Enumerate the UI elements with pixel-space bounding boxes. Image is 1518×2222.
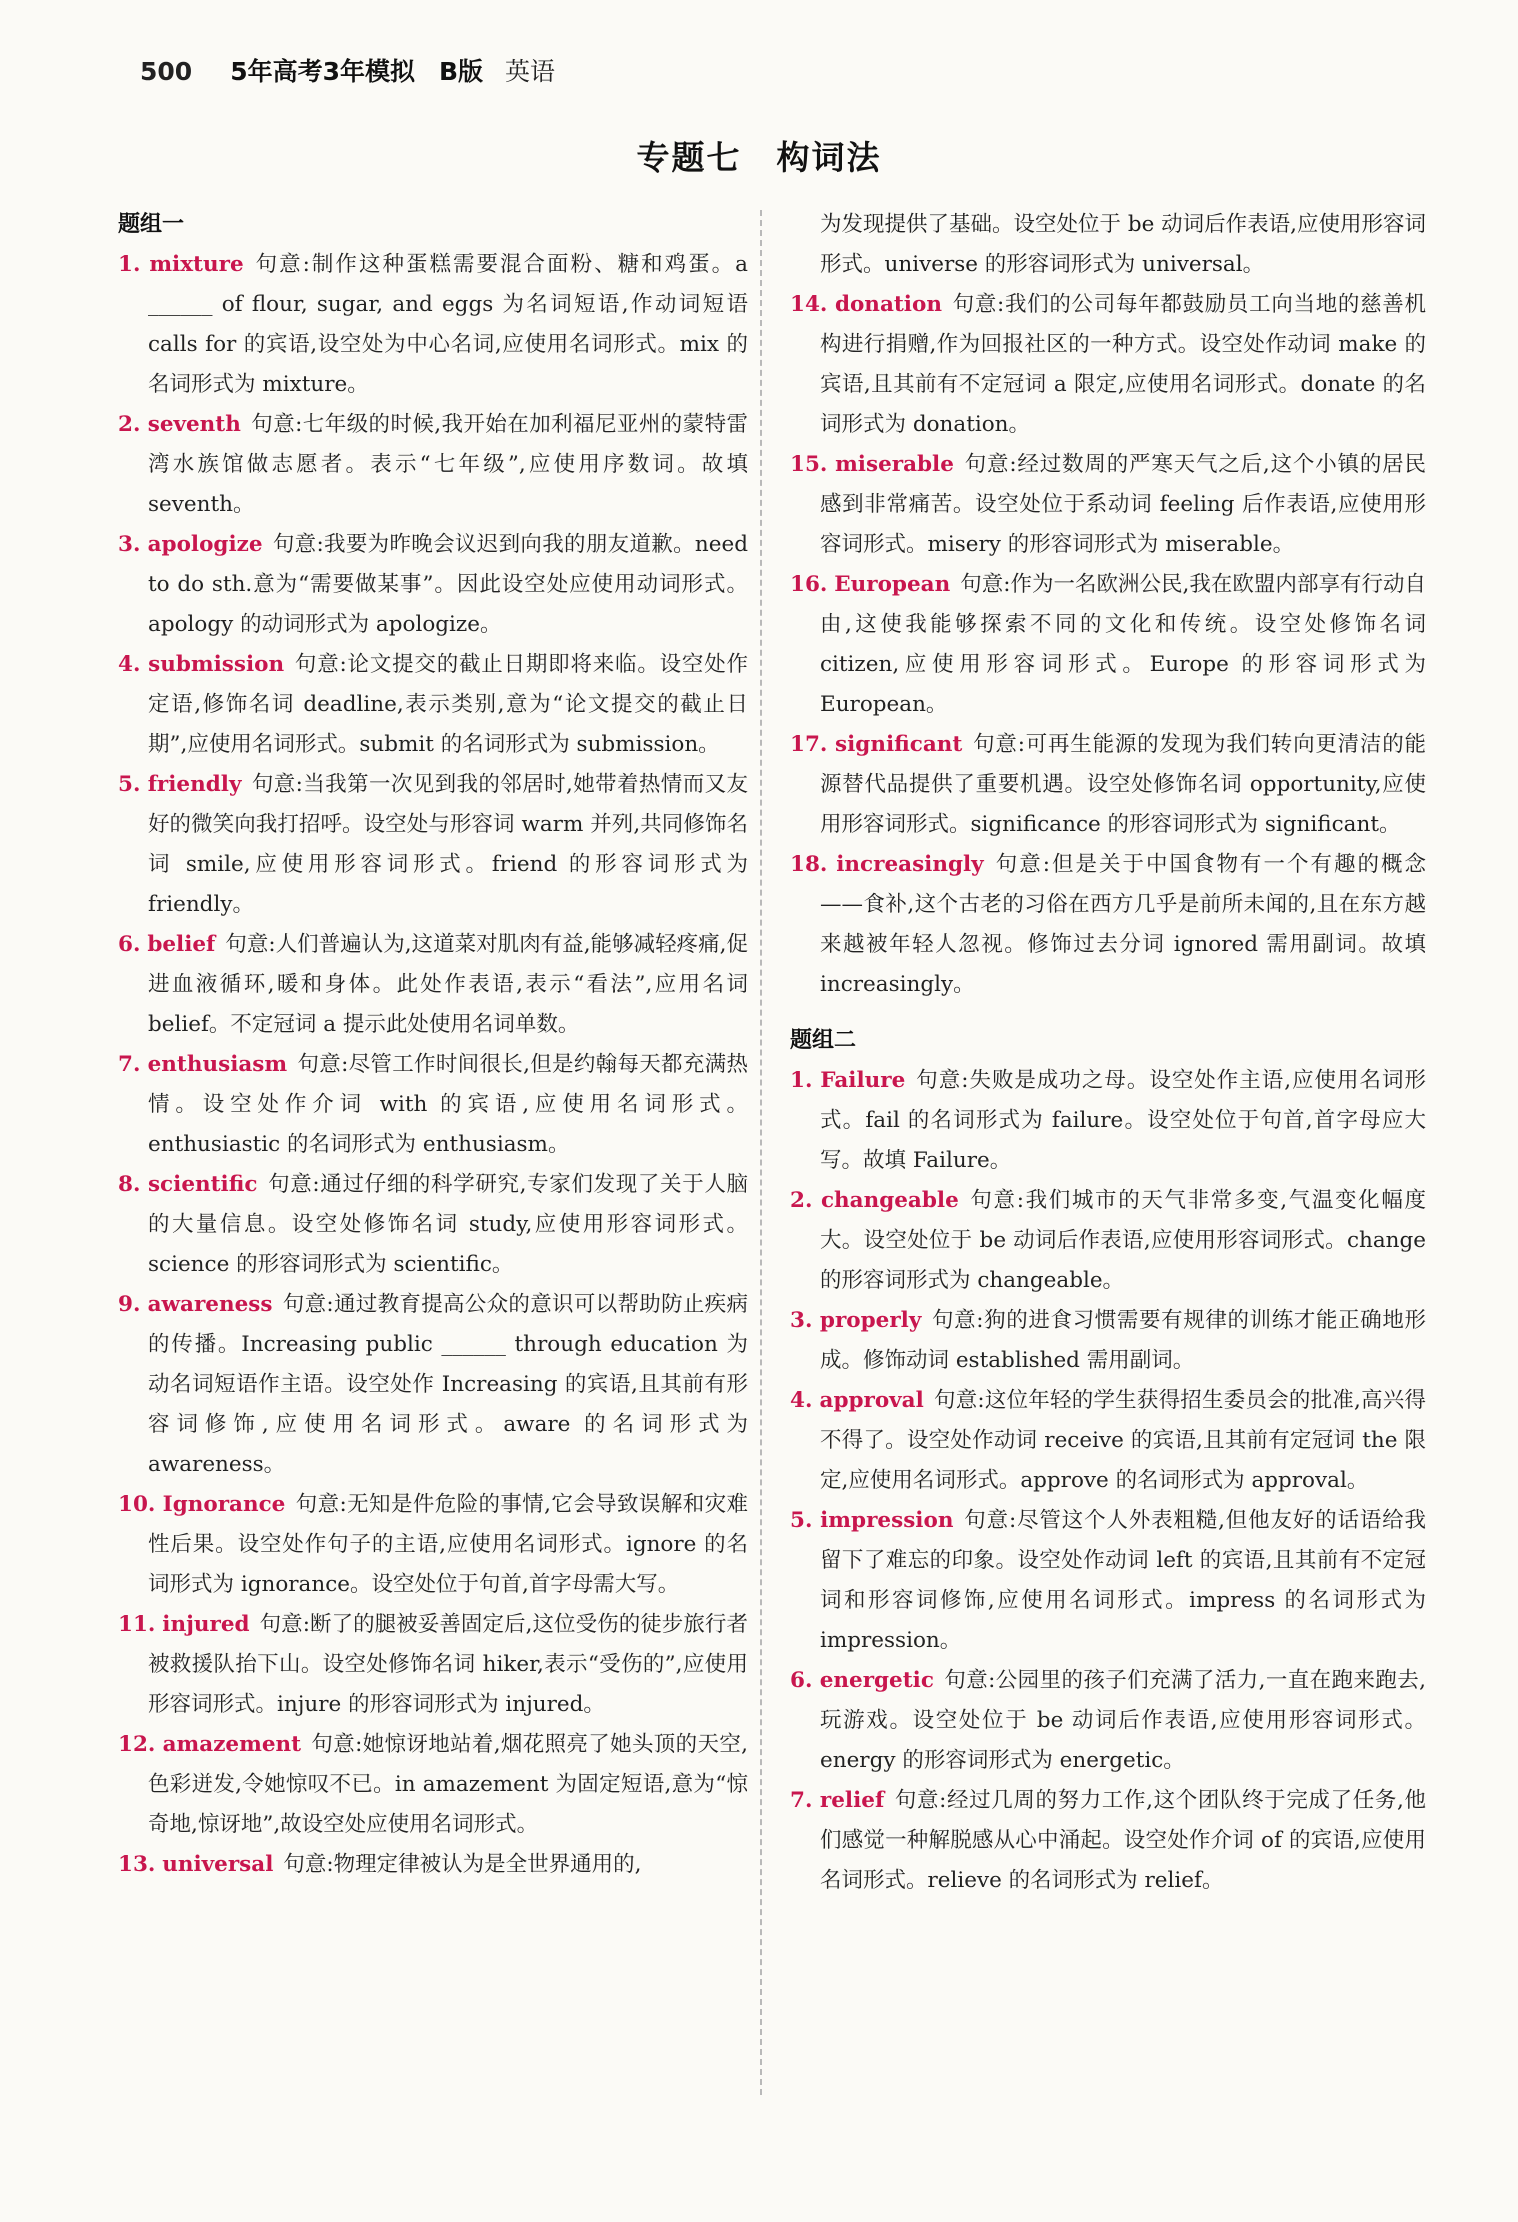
answer-item xyxy=(118,1045,748,1165)
item-number: 6. xyxy=(790,1668,813,1693)
answer-word: enthusiasm xyxy=(147,1052,288,1077)
answer-item xyxy=(118,1845,748,1885)
item-number: 12. xyxy=(118,1732,156,1757)
explanation-text: 句意:作为一名欧洲公民,我在欧盟内部享有行动自由,这使我能够探索不同的文化和传统。设空处修饰名词 citizen,应使用形容词形式。Europe 的形容词形式为 European。 xyxy=(820,572,1426,717)
answer-item xyxy=(118,405,748,525)
group2-answer-list xyxy=(790,1061,1426,1901)
item-number: 9. xyxy=(118,1292,141,1317)
explanation-text: 句意:人们普遍认为,这道菜对肌肉有益,能够减轻疼痛,促进血液循环,暖和身体。此处作表语,表示“看法”,应用名词 belief。不定冠词 a 提示此处使用名词单数。 xyxy=(148,932,748,1037)
answer-item xyxy=(118,1285,748,1485)
item-number: 14. xyxy=(790,292,828,317)
explanation-text: 句意:我们的公司每年都鼓励员工向当地的慈善机构进行捐赠,作为回报社区的一种方式。设空处作动词 make 的宾语,且其前有不定冠词 a 限定,应使用名词形式。donate 的名词形式为 donation。 xyxy=(820,292,1426,437)
explanation-text: 句意:我们城市的天气非常多变,气温变化幅度大。设空处位于 be 动词后作表语,应使用形容词形式。change 的形容词形式为 changeable。 xyxy=(820,1188,1426,1293)
item-13-continuation: 为发现提供了基础。设空处位于 be 动词后作表语,应使用形容词形式。universe 的形容词形式为 universal。 xyxy=(820,212,1426,277)
item-number: 1. xyxy=(790,1068,813,1093)
explanation-text: 句意:我要为昨晚会议迟到向我的朋友道歉。need to do sth.意为“需要做某事”。因此设空处应使用动词形式。apology 的动词形式为 apologize。 xyxy=(148,532,748,637)
explanation-text: 句意:当我第一次见到我的邻居时,她带着热情而又友好的微笑向我打招呼。设空处与形容词 warm 并列,共同修饰名词 smile,应使用形容词形式。friend 的形容词形式为 friendly。 xyxy=(148,772,748,917)
group1-answer-list xyxy=(118,245,748,1885)
answer-item xyxy=(118,1725,748,1845)
answer-item xyxy=(790,1661,1426,1781)
explanation-text: 句意:论文提交的截止日期即将来临。设空处作定语,修饰名词 deadline,表示类别,意为“论文提交的截止日期”,应使用名词形式。submit 的名词形式为 submission。 xyxy=(148,652,749,757)
item-number: 7. xyxy=(118,1052,141,1077)
right-column xyxy=(790,205,1426,1901)
group-title-2: 题组二 xyxy=(790,1028,857,1053)
item-number: 7. xyxy=(790,1788,813,1813)
item-number: 3. xyxy=(118,532,141,557)
left-column xyxy=(118,205,748,1885)
explanation-text: 句意:尽管这个人外表粗糙,但他友好的话语给我留下了难忘的印象。设空处作动词 left 的宾语,且其前有不定冠词和形容词修饰,应使用名词形式。impress 的名词形式为 impression。 xyxy=(820,1508,1426,1653)
answer-item xyxy=(118,245,748,405)
answer-item xyxy=(118,645,748,765)
answer-word: scientific xyxy=(147,1172,258,1197)
answer-item xyxy=(790,845,1426,1005)
answer-word: universal xyxy=(162,1852,274,1877)
explanation-text: 句意:但是关于中国食物有一个有趣的概念——食补,这个古老的习俗在西方几乎是前所未闻的,且在东方越来越被年轻人忽视。修饰过去分词 ignored 需用副词。故填 increasingly。 xyxy=(820,852,1426,997)
answer-item xyxy=(790,565,1426,725)
answer-word: energetic xyxy=(819,1668,934,1693)
item-number: 3. xyxy=(790,1308,813,1333)
answer-item xyxy=(790,725,1426,845)
answer-item xyxy=(790,1061,1426,1181)
answer-word: donation xyxy=(834,292,942,317)
answer-item xyxy=(790,285,1426,445)
answer-item xyxy=(790,1781,1426,1901)
edition-label: B版 xyxy=(438,57,484,86)
explanation-text: 句意:可再生能源的发现为我们转向更清洁的能源替代品提供了重要机遇。设空处修饰名词 opportunity,应使用形容词形式。significance 的形容词形式为 significant。 xyxy=(820,732,1426,837)
answer-item xyxy=(790,1381,1426,1501)
answer-word: significant xyxy=(835,732,963,757)
answer-word: awareness xyxy=(147,1292,273,1317)
answer-word: amazement xyxy=(162,1732,302,1757)
answer-item xyxy=(118,525,748,645)
item-number: 5. xyxy=(118,772,141,797)
item-number: 16. xyxy=(790,572,828,597)
explanation-text: 句意:制作这种蛋糕需要混合面粉、糖和鸡蛋。a ______ of flour, sugar, and eggs 为名词短语,作动词短语 calls for 的宾语,设空处为中心名词,应使用名词形式。mix 的名词形式为 mixture。 xyxy=(148,252,748,397)
explanation-text: 句意:物理定律被认为是全世界通用的, xyxy=(283,1852,642,1877)
item-number: 18. xyxy=(790,852,828,877)
topic-title: 专题七 构词法 xyxy=(636,138,882,177)
answer-word: mixture xyxy=(149,252,244,277)
answer-word: changeable xyxy=(820,1188,959,1213)
book-title: 5年高考3年模拟 xyxy=(230,57,415,86)
item-number: 15. xyxy=(790,452,828,477)
item-number: 8. xyxy=(118,1172,141,1197)
explanation-text: 句意:公园里的孩子们充满了活力,一直在跑来跑去,玩游戏。设空处位于 be 动词后作表语,应使用形容词形式。energy 的形容词形式为 energetic。 xyxy=(820,1668,1426,1773)
answer-word: Ignorance xyxy=(162,1492,286,1517)
group-title-1: 题组一 xyxy=(118,212,185,237)
answer-item xyxy=(790,1301,1426,1381)
answer-word: seventh xyxy=(147,412,241,437)
group1-answer-list-continued xyxy=(790,285,1426,1005)
answer-word: injured xyxy=(162,1612,250,1637)
answer-item xyxy=(118,1165,748,1285)
answer-word: European xyxy=(834,572,951,597)
page-header xyxy=(140,52,555,88)
item-number: 11. xyxy=(118,1612,156,1637)
answer-item xyxy=(790,1501,1426,1661)
explanation-text: 句意:通过仔细的科学研究,专家们发现了关于人脑的大量信息。设空处修饰名词 study,应使用形容词形式。science 的形容词形式为 scientific。 xyxy=(148,1172,748,1277)
explanation-text: 句意:尽管工作时间很长,但是约翰每天都充满热情。设空处作介词 with 的宾语,应使用名词形式。enthusiastic 的名词形式为 enthusiasm。 xyxy=(148,1052,748,1157)
answer-item xyxy=(118,765,748,925)
answer-word: relief xyxy=(819,1788,885,1813)
explanation-text: 句意:经过数周的严寒天气之后,这个小镇的居民感到非常痛苦。设空处位于系动词 feeling 后作表语,应使用形容词形式。misery 的形容词形式为 miserable。 xyxy=(820,452,1426,557)
item-number: 1. xyxy=(118,252,141,277)
explanation-text: 句意:经过几周的努力工作,这个团队终于完成了任务,他们感觉一种解脱感从心中涌起。设空处作介词 of 的宾语,应使用名词形式。relieve 的名词形式为 relief。 xyxy=(820,1788,1426,1893)
item-number: 4. xyxy=(790,1388,813,1413)
answer-word: approval xyxy=(819,1388,924,1413)
item-number: 10. xyxy=(118,1492,156,1517)
explanation-text: 句意:七年级的时候,我开始在加利福尼亚州的蒙特雷湾水族馆做志愿者。表示“七年级”,应使用序数词。故填 seventh。 xyxy=(148,412,748,517)
page-number: 500 xyxy=(140,57,193,86)
answer-item xyxy=(118,925,748,1045)
explanation-text: 句意:通过教育提高公众的意识可以帮助防止疾病的传播。Increasing public ______ through education 为动名词短语作主语。设空处作 Increasing 的宾语,且其前有形容词修饰,应使用名词形式。aware 的名词形式为 awareness。 xyxy=(148,1292,748,1477)
explanation-text: 句意:狗的进食习惯需要有规律的训练才能正确地形成。修饰动词 established 需用副词。 xyxy=(820,1308,1426,1373)
answer-word: submission xyxy=(148,652,285,677)
item-number: 13. xyxy=(118,1852,156,1877)
explanation-text: 句意:她惊讶地站着,烟花照亮了她头顶的天空,色彩迸发,令她惊叹不已。in amazement 为固定短语,意为“惊奇地,惊讶地”,故设空处应使用名词形式。 xyxy=(148,1732,748,1837)
answer-item xyxy=(790,445,1426,565)
answer-word: increasingly xyxy=(836,852,984,877)
answer-item xyxy=(118,1605,748,1725)
answer-word: belief xyxy=(147,932,216,957)
item-number: 6. xyxy=(118,932,141,957)
answer-word: Failure xyxy=(820,1068,906,1093)
item-number: 17. xyxy=(790,732,828,757)
item-number: 4. xyxy=(118,652,141,677)
explanation-text: 句意:这位年轻的学生获得招生委员会的批准,高兴得不得了。设空处作动词 receive 的宾语,且其前有定冠词 the 限定,应使用名词形式。approve 的名词形式为 approval。 xyxy=(820,1388,1426,1493)
item-number: 2. xyxy=(790,1188,813,1213)
answer-item xyxy=(790,1181,1426,1301)
subject-label: 英语 xyxy=(505,57,556,86)
answer-word: friendly xyxy=(147,772,242,797)
answer-item xyxy=(118,1485,748,1605)
column-divider xyxy=(760,210,762,2095)
explanation-text: 句意:无知是件危险的事情,它会导致误解和灾难性后果。设空处作句子的主语,应使用名词形式。ignore 的名词形式为 ignorance。设空处位于句首,首字母需大写。 xyxy=(148,1492,748,1597)
answer-word: apologize xyxy=(147,532,263,557)
explanation-text: 句意:失败是成功之母。设空处作主语,应使用名词形式。fail 的名词形式为 failure。设空处位于句首,首字母应大写。故填 Failure。 xyxy=(820,1068,1426,1173)
answer-word: miserable xyxy=(835,452,954,477)
item-number: 2. xyxy=(118,412,141,437)
answer-word: impression xyxy=(820,1508,954,1533)
answer-word: properly xyxy=(819,1308,922,1333)
explanation-text: 句意:断了的腿被妥善固定后,这位受伤的徒步旅行者被救援队抬下山。设空处修饰名词 hiker,表示“受伤的”,应使用形容词形式。injure 的形容词形式为 injured。 xyxy=(148,1612,748,1717)
item-number: 5. xyxy=(790,1508,813,1533)
